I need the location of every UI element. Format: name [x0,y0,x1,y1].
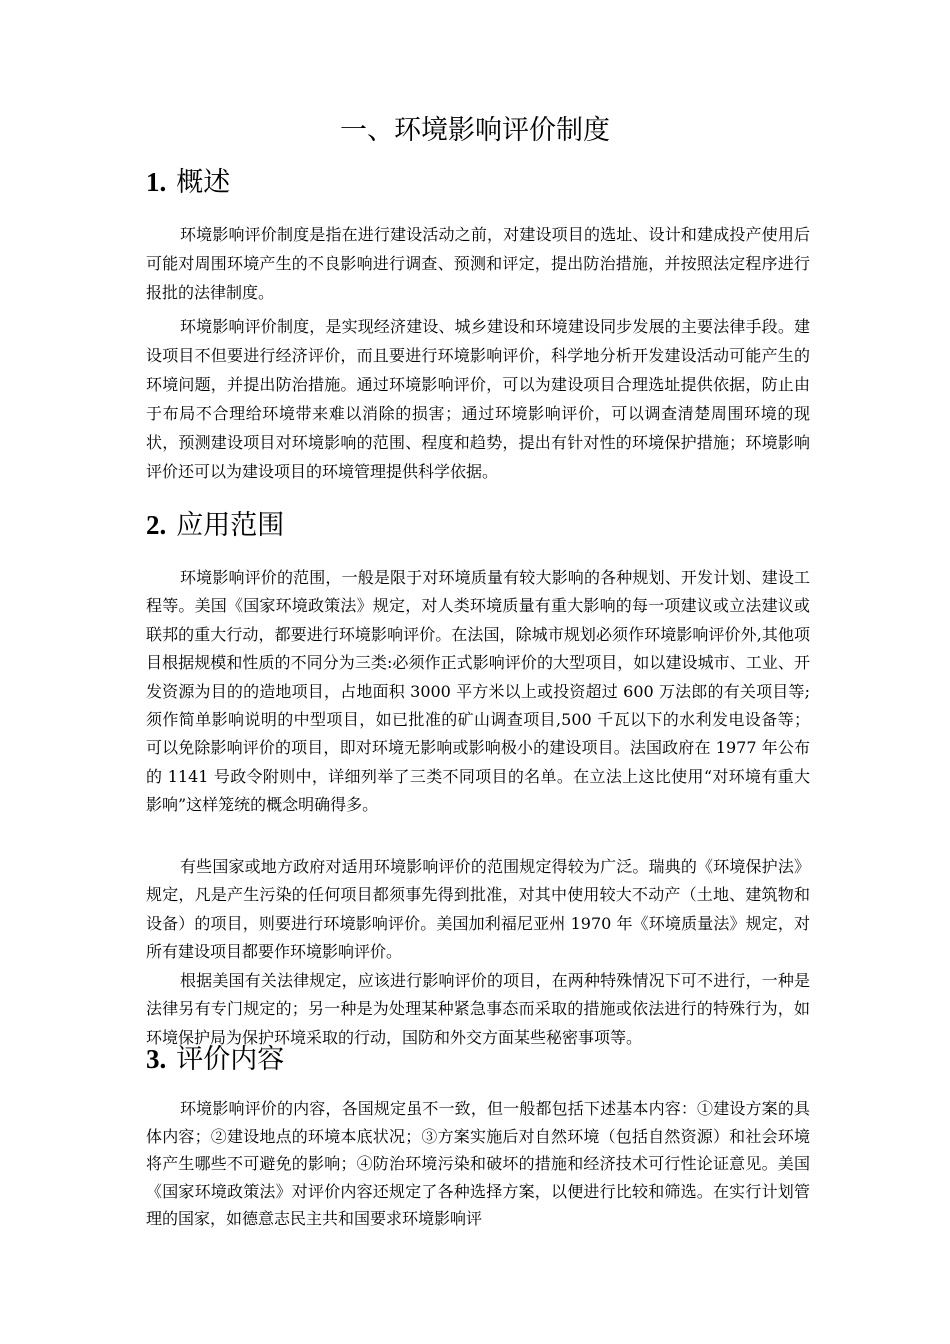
document-title: 一、环境影响评价制度 [340,115,610,146]
section-title: 评价内容 [176,1044,285,1075]
section-heading-scope [146,507,284,544]
section-title: 应用范围 [176,510,285,541]
paragraph: 有些国家或地方政府对适用环境影响评价的范围规定得较为广泛。瑞典的《环境保护法》规定，凡是产生污染的任何项目都须事先得到批准，对其中使用较大不动产（土地、建筑物和设备）的项目，则要进行环境影响评价。美国加利福尼亚州 1970 年《环境质量法》规定，对所有建设项目都要作环境影响评价。 [146,857,810,962]
section-title: 概述 [176,167,231,198]
paragraph: 环境影响评价的范围，一般是限于对环境质量有较大影响的各种规划、开发计划、建设工程等。美国《国家环境政策法》规定，对人类环境质量有重大影响的每一项建议或立法建议或联邦的重大行动，都要进行环境影响评价。在法国，除城市规划必须作环境影响评价外,其他项目根据规模和性质的不同分为三类:必须作正式影响评价的大型项目，如以建设城市、工业、开发资源为目的的造地项目，占地面积 3000 平方米以上或投资超过 600 万法郎的有关项目等;须作简单影响说明的中型项目，如已批准的矿山调查项目,500 千瓦以下的水利发电设备等；可以免除影响评价的项目，即对环境无影响或影响极小的建设项目。法国政府在 1977 年公布的 1141 号政令附则中，详细列举了三类不同项目的名单。在立法上这比使用“对环境有重大影响”这样笼统的概念明确得多。 [146,568,810,815]
section-number: 1. [146,167,167,197]
section-number: 3. [146,1044,167,1074]
paragraph: 根据美国有关法律规定，应该进行影响评价的项目，在两种特殊情况下可不进行，一种是法律另有专门规定的；另一种是为处理某种紧急事态而采取的措施或依法进行的特殊行为，如环境保护局为保护环境采取的行动，国防和外交方面某些秘密事项等。 [146,971,810,1047]
paragraph: 环境影响评价制度是指在进行建设活动之前，对建设项目的选址、设计和建成投产使用后可能对周围环境产生的不良影响进行调查、预测和评定，提出防治措施，并按照法定程序进行报批的法律制度。 [146,225,810,302]
section-heading-overview [146,164,230,201]
paragraph: 环境影响评价制度，是实现经济建设、城乡建设和环境建设同步发展的主要法律手段。建设项目不但要进行经济评价，而且要进行环境影响评价，科学地分析开发建设活动可能产生的环境问题，并提出防治措施。通过环境影响评价，可以为建设项目合理选址提供依据，防止由于布局不合理给环境带来难以消除的损害；通过环境影响评价，可以调查清楚周围环境的现状，预测建设项目对环境影响的范围、程度和趋势，提出有针对性的环境保护措施；环境影响评价还可以为建设项目的环境管理提供科学依据。 [146,317,810,481]
paragraph: 环境影响评价的内容，各国规定虽不一致，但一般都包括下述基本内容：①建设方案的具体内容；②建设地点的环境本底状况；③方案实施后对自然环境（包括自然资源）和社会环境将产生哪些不可避免的影响；④防治环境污染和破坏的措施和经济技术可行性论证意见。美国《国家环境政策法》对评价内容还规定了各种选择方案，以便进行比较和筛选。在实行计划管理的国家，如德意志民主共和国要求环境影响评 [146,1099,810,1229]
section-number: 2. [146,510,167,540]
section-heading-content [146,1041,284,1078]
